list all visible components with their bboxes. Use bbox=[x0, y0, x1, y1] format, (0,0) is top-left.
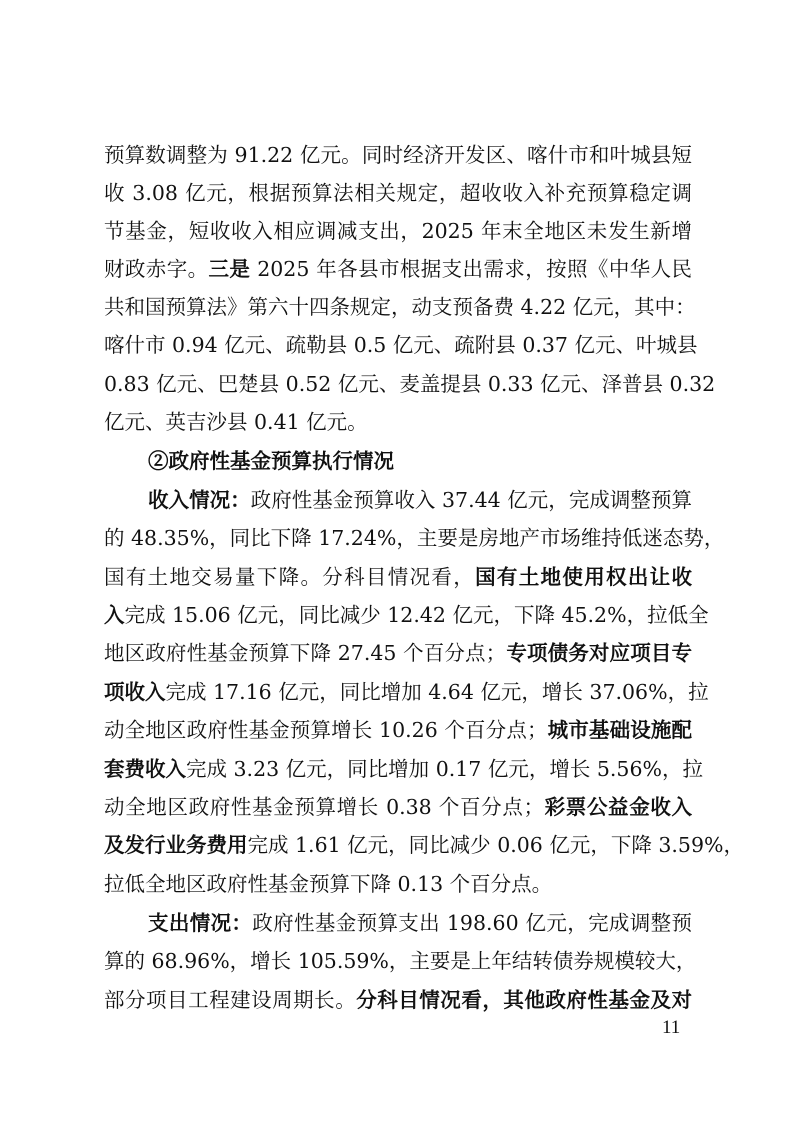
text-line bbox=[104, 520, 725, 556]
text-line bbox=[104, 366, 716, 402]
text-segment: 0.83 亿元、巴楚县 0.52 亿元、麦盖提县 0.33 亿元、泽普县 0.32 bbox=[104, 372, 716, 396]
text-segment: 拉低全地区政府性基金预算下降 0.13 个百分点。 bbox=[104, 872, 553, 896]
text-line bbox=[104, 712, 692, 748]
bold-text-segment: 城市基础设施配 bbox=[547, 718, 692, 742]
text-line bbox=[104, 866, 692, 902]
text-segment: 完成 1.61 亿元，同比减少 0.06 亿元，下降 3.59%， bbox=[247, 833, 744, 857]
text-line bbox=[148, 905, 692, 941]
text-line bbox=[104, 635, 692, 671]
text-line bbox=[148, 443, 692, 479]
text-line bbox=[104, 827, 744, 863]
text-line bbox=[104, 751, 703, 787]
page-number: 11 bbox=[662, 1017, 681, 1038]
bold-text-segment: 专项债务对应项目专 bbox=[506, 641, 692, 665]
text-segment: 完成 15.06 亿元，同比减少 12.42 亿元，下降 45.2%，拉低全 bbox=[124, 603, 709, 627]
text-segment: 节基金，短收收入相应调减支出，2025 年末全地区未发生新增 bbox=[104, 219, 692, 243]
text-line bbox=[104, 597, 709, 633]
text-line bbox=[104, 251, 692, 287]
text-line bbox=[104, 674, 709, 710]
bold-text-segment: 入 bbox=[104, 603, 125, 627]
text-line bbox=[104, 289, 696, 325]
bold-text-segment: 及发行业务费用 bbox=[104, 833, 248, 857]
bold-text-segment: 彩票公益金收入 bbox=[543, 795, 692, 819]
bold-text-segment: 收入情况： bbox=[148, 488, 251, 512]
bold-text-segment: 国有土地使用权出让收 bbox=[475, 565, 693, 589]
text-segment: 2025 年各县市根据支出需求，按照《中华人民 bbox=[250, 257, 693, 281]
bold-text-segment: 三是 bbox=[208, 257, 251, 281]
text-line bbox=[104, 404, 692, 440]
bold-text-segment: 分科目情况看，其他政府性基金及对 bbox=[356, 988, 693, 1012]
text-segment: 财政赤字。 bbox=[104, 257, 209, 281]
text-line bbox=[104, 327, 698, 363]
text-line bbox=[104, 789, 692, 825]
text-segment: 算的 68.96%，增长 105.59%，主要是上年结转债券规模较大， bbox=[104, 949, 697, 973]
text-segment: 完成 3.23 亿元，同比增加 0.17 亿元，增长 5.56%，拉 bbox=[186, 757, 703, 781]
text-segment: 国有土地交易量下降。分科目情况看， bbox=[104, 565, 476, 589]
bold-text-segment: 项收入 bbox=[104, 680, 166, 704]
bold-text-segment: 套费收入 bbox=[104, 757, 186, 781]
text-line bbox=[104, 943, 697, 979]
text-segment: 政府性基金预算收入 37.44 亿元，完成调整预算 bbox=[250, 488, 692, 512]
text-segment: 的 48.35%，同比下降 17.24%，主要是房地产市场维持低迷态势， bbox=[104, 526, 725, 550]
text-segment: 喀什市 0.94 亿元、疏勒县 0.5 亿元、疏附县 0.37 亿元、叶城县 bbox=[104, 333, 698, 357]
text-segment: 亿元、英吉沙县 0.41 亿元。 bbox=[104, 410, 368, 434]
text-segment: 共和国预算法》第六十四条规定，动支预备费 4.22 亿元，其中： bbox=[104, 295, 696, 319]
text-line bbox=[104, 559, 692, 595]
text-segment: 部分项目工程建设周期长。 bbox=[104, 988, 357, 1012]
text-segment: 政府性基金预算支出 198.60 亿元，完成调整预 bbox=[252, 911, 693, 935]
bold-text-segment: 支出情况： bbox=[148, 911, 253, 935]
bold-text-segment: ②政府性基金预算执行情况 bbox=[148, 449, 394, 473]
text-line bbox=[148, 482, 692, 518]
text-segment: 收 3.08 亿元，根据预算法相关规定，超收收入补充预算稳定调 bbox=[104, 181, 692, 205]
text-segment: 预算数调整为 91.22 亿元。同时经济开发区、喀什市和叶城县短 bbox=[104, 143, 692, 167]
text-segment: 地区政府性基金预算下降 27.45 个百分点； bbox=[104, 641, 507, 665]
text-line bbox=[104, 982, 692, 1018]
text-line bbox=[104, 213, 692, 249]
text-segment: 完成 17.16 亿元，同比增加 4.64 亿元，增长 37.06%，拉 bbox=[165, 680, 709, 704]
text-line bbox=[104, 137, 692, 173]
text-segment: 动全地区政府性基金预算增长 10.26 个百分点； bbox=[104, 718, 548, 742]
text-segment: 动全地区政府性基金预算增长 0.38 个百分点； bbox=[104, 795, 544, 819]
text-line bbox=[104, 175, 692, 211]
